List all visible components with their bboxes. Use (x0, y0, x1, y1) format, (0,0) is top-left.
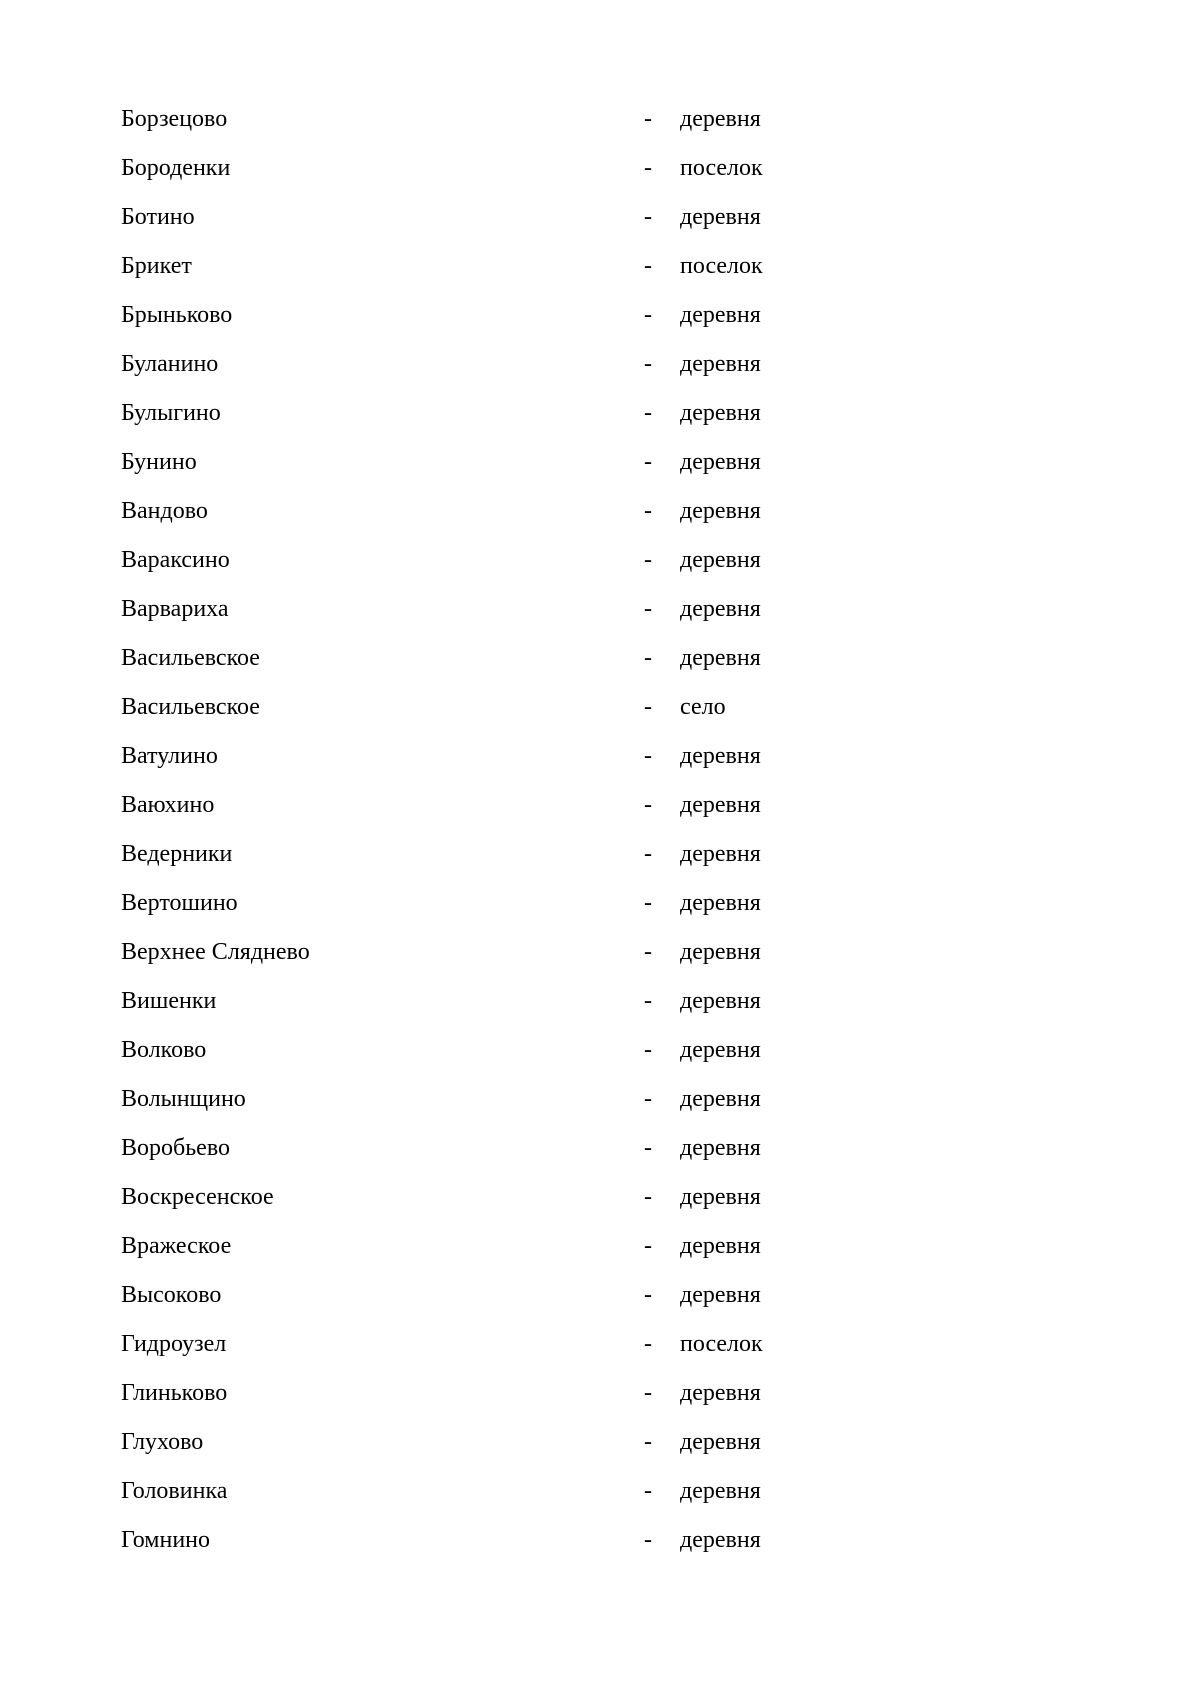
settlement-name: Воробьево (121, 1135, 230, 1161)
list-item (0, 1084, 1200, 1133)
settlement-type: деревня (680, 1184, 761, 1210)
settlement-type: деревня (680, 449, 761, 475)
settlement-name: Ведерники (121, 841, 233, 867)
settlement-type: деревня (680, 1527, 761, 1553)
settlement-type: поселок (680, 253, 763, 279)
list-item (0, 398, 1200, 447)
separator-dash: - (644, 400, 652, 426)
settlement-name: Глиньково (121, 1380, 228, 1406)
settlement-type: деревня (680, 939, 761, 965)
separator-dash: - (644, 939, 652, 965)
separator-dash: - (644, 302, 652, 328)
separator-dash: - (644, 890, 652, 916)
settlement-name: Вертошино (121, 890, 238, 916)
settlement-type: деревня (680, 743, 761, 769)
separator-dash: - (644, 792, 652, 818)
separator-dash: - (644, 596, 652, 622)
separator-dash: - (644, 1478, 652, 1504)
settlement-type: деревня (680, 792, 761, 818)
separator-dash: - (644, 449, 652, 475)
list-item (0, 300, 1200, 349)
settlement-name: Брикет (121, 253, 192, 279)
list-item (0, 1378, 1200, 1427)
settlement-name: Васильевское (121, 645, 260, 671)
settlement-name: Варвариха (121, 596, 229, 622)
list-item (0, 1525, 1200, 1574)
settlement-type: деревня (680, 1478, 761, 1504)
settlement-name: Ботино (121, 204, 195, 230)
separator-dash: - (644, 841, 652, 867)
separator-dash: - (644, 988, 652, 1014)
settlement-name: Вишенки (121, 988, 217, 1014)
separator-dash: - (644, 1086, 652, 1112)
separator-dash: - (644, 1233, 652, 1259)
settlement-list (0, 104, 1200, 1574)
settlement-name: Глухово (121, 1429, 204, 1455)
list-item (0, 986, 1200, 1035)
list-item (0, 643, 1200, 692)
settlement-type: деревня (680, 106, 761, 132)
list-item (0, 1280, 1200, 1329)
list-item (0, 1231, 1200, 1280)
settlement-name: Гомнино (121, 1527, 211, 1553)
settlement-name: Булыгино (121, 400, 221, 426)
settlement-type: деревня (680, 890, 761, 916)
settlement-type: деревня (680, 1086, 761, 1112)
separator-dash: - (644, 204, 652, 230)
settlement-type: деревня (680, 841, 761, 867)
settlement-name: Головинка (121, 1478, 228, 1504)
settlement-type: поселок (680, 1331, 763, 1357)
separator-dash: - (644, 1037, 652, 1063)
settlement-type: деревня (680, 400, 761, 426)
separator-dash: - (644, 547, 652, 573)
list-item (0, 104, 1200, 153)
settlement-type: деревня (680, 1233, 761, 1259)
settlement-type: деревня (680, 1429, 761, 1455)
list-item (0, 545, 1200, 594)
list-item (0, 251, 1200, 300)
list-item (0, 594, 1200, 643)
settlement-type: деревня (680, 1380, 761, 1406)
separator-dash: - (644, 351, 652, 377)
separator-dash: - (644, 1380, 652, 1406)
separator-dash: - (644, 1527, 652, 1553)
list-item (0, 202, 1200, 251)
settlement-type: деревня (680, 1037, 761, 1063)
settlement-name: Бороденки (121, 155, 231, 181)
settlement-type: деревня (680, 498, 761, 524)
separator-dash: - (644, 645, 652, 671)
separator-dash: - (644, 743, 652, 769)
settlement-name: Брыньково (121, 302, 233, 328)
separator-dash: - (644, 1184, 652, 1210)
settlement-name: Ватулино (121, 743, 218, 769)
settlement-name: Высоково (121, 1282, 222, 1308)
settlement-name: Борзецово (121, 106, 228, 132)
settlement-name: Васильевское (121, 694, 260, 720)
list-item (0, 447, 1200, 496)
list-item (0, 839, 1200, 888)
separator-dash: - (644, 1282, 652, 1308)
settlement-type: поселок (680, 155, 763, 181)
separator-dash: - (644, 253, 652, 279)
settlement-name: Воскресенское (121, 1184, 274, 1210)
settlement-type: деревня (680, 645, 761, 671)
settlement-name: Вараксино (121, 547, 230, 573)
list-item (0, 888, 1200, 937)
settlement-type: деревня (680, 1135, 761, 1161)
list-item (0, 153, 1200, 202)
settlement-type: деревня (680, 988, 761, 1014)
list-item (0, 1476, 1200, 1525)
settlement-type: деревня (680, 1282, 761, 1308)
separator-dash: - (644, 1135, 652, 1161)
settlement-type: деревня (680, 596, 761, 622)
settlement-name: Волково (121, 1037, 207, 1063)
separator-dash: - (644, 155, 652, 181)
settlement-type: деревня (680, 204, 761, 230)
settlement-name: Вандово (121, 498, 208, 524)
list-item (0, 692, 1200, 741)
settlement-type: деревня (680, 547, 761, 573)
list-item (0, 741, 1200, 790)
settlement-name: Гидроузел (121, 1331, 227, 1357)
list-item (0, 1182, 1200, 1231)
list-item (0, 937, 1200, 986)
settlement-type: деревня (680, 302, 761, 328)
settlement-name: Бунино (121, 449, 197, 475)
separator-dash: - (644, 1429, 652, 1455)
settlement-type: село (680, 694, 726, 720)
separator-dash: - (644, 106, 652, 132)
list-item (0, 1133, 1200, 1182)
list-item (0, 349, 1200, 398)
separator-dash: - (644, 498, 652, 524)
settlement-name: Ваюхино (121, 792, 215, 818)
list-item (0, 496, 1200, 545)
list-item (0, 1035, 1200, 1084)
settlement-name: Волынщино (121, 1086, 246, 1112)
settlement-name: Верхнее Сляднево (121, 939, 310, 965)
settlement-name: Вражеское (121, 1233, 232, 1259)
list-item (0, 790, 1200, 839)
settlement-name: Буланино (121, 351, 219, 377)
list-item (0, 1427, 1200, 1476)
separator-dash: - (644, 694, 652, 720)
list-item (0, 1329, 1200, 1378)
separator-dash: - (644, 1331, 652, 1357)
settlement-type: деревня (680, 351, 761, 377)
